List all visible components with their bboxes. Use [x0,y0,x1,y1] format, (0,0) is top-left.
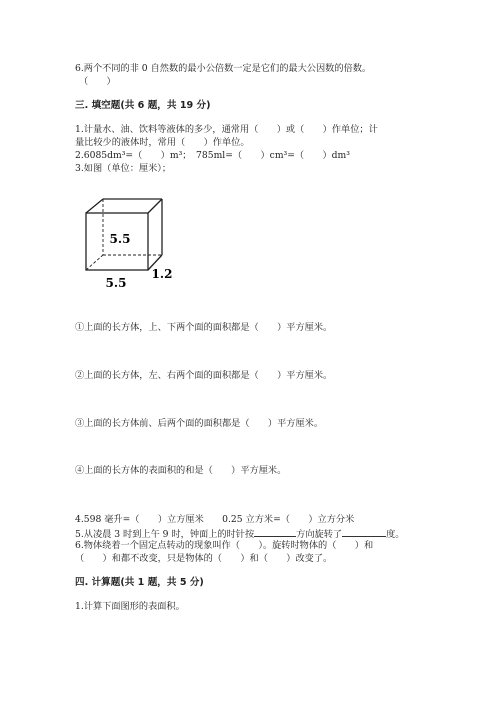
cuboid-bottom-label: 5.5 [105,276,127,290]
fill-q6-line2: （ ）和都不改变，只是物体的（ ）和（ ）改变了。 [75,553,333,564]
cuboid-top-left-edge [86,199,103,213]
cuboid-figure [75,193,185,293]
cuboid-depth-label: 1.2 [151,267,173,281]
fill-q2: 2.6085dm³=（ ）m³； 785ml=（ ）cm³=（ ）dm³ [75,150,350,161]
fill-q3-sub4: ④上面的长方体的表面积的和是（ ）平方厘米。 [75,465,287,476]
fill-q6-line1: 6.物体绕着一个固定点转动的现象叫作（ ）。旋转时物体的（ ）和 [75,540,374,551]
fill-q1-line1: 1.计量水、油、饮料等液体的多少，通常用（ ）或（ ）作单位；计 [75,124,378,135]
fill-q1-line2: 量比较少的液体时，常用（ ）作单位。 [75,137,250,148]
fill-q5-part-a: 5.从凌晨 3 时到上午 9 时，钟面上的时针按 [75,529,255,540]
section-3-heading: 三. 填空题(共 6 题，共 19 分) [75,100,211,111]
fill-q5-blank-degrees [342,527,386,537]
fill-q3-sub3: ③上面的长方体前、后两个面的面积都是（ ）平方厘米。 [75,418,324,429]
section-4-heading: 四. 计算题(共 1 题，共 5 分) [75,577,204,588]
fill-q5-part-c: 度。 [386,529,405,540]
fill-q3-sub2: ②上面的长方体，左、右两个面的面积都是（ ）平方厘米。 [75,370,333,381]
fill-q5-part-b: 方向旋转了 [296,529,343,540]
fill-q4: 4.598 毫升=（ ）立方厘米 0.25 立方米=（ ）立方分米 [75,514,355,525]
fill-q3-sub1: ①上面的长方体，上、下两个面的面积都是（ ）平方厘米。 [75,322,333,333]
cuboid-front-label: 5.5 [109,232,131,246]
fill-q5-blank-direction [254,527,296,537]
fill-q5 [75,527,404,541]
judge-q6-answer-paren: （ ） [79,76,116,87]
fill-q3: 3.如图（单位：厘米）； [75,163,172,174]
cuboid-top-right-edge [148,199,162,213]
cuboid-hidden-depth-edge [86,255,103,270]
calc-q1: 1.计算下面图形的表面积。 [75,601,185,612]
judge-q6-text: 6.两个不同的非 0 自然数的最小公倍数一定是它们的最大公因数的倍数。 [75,63,372,74]
